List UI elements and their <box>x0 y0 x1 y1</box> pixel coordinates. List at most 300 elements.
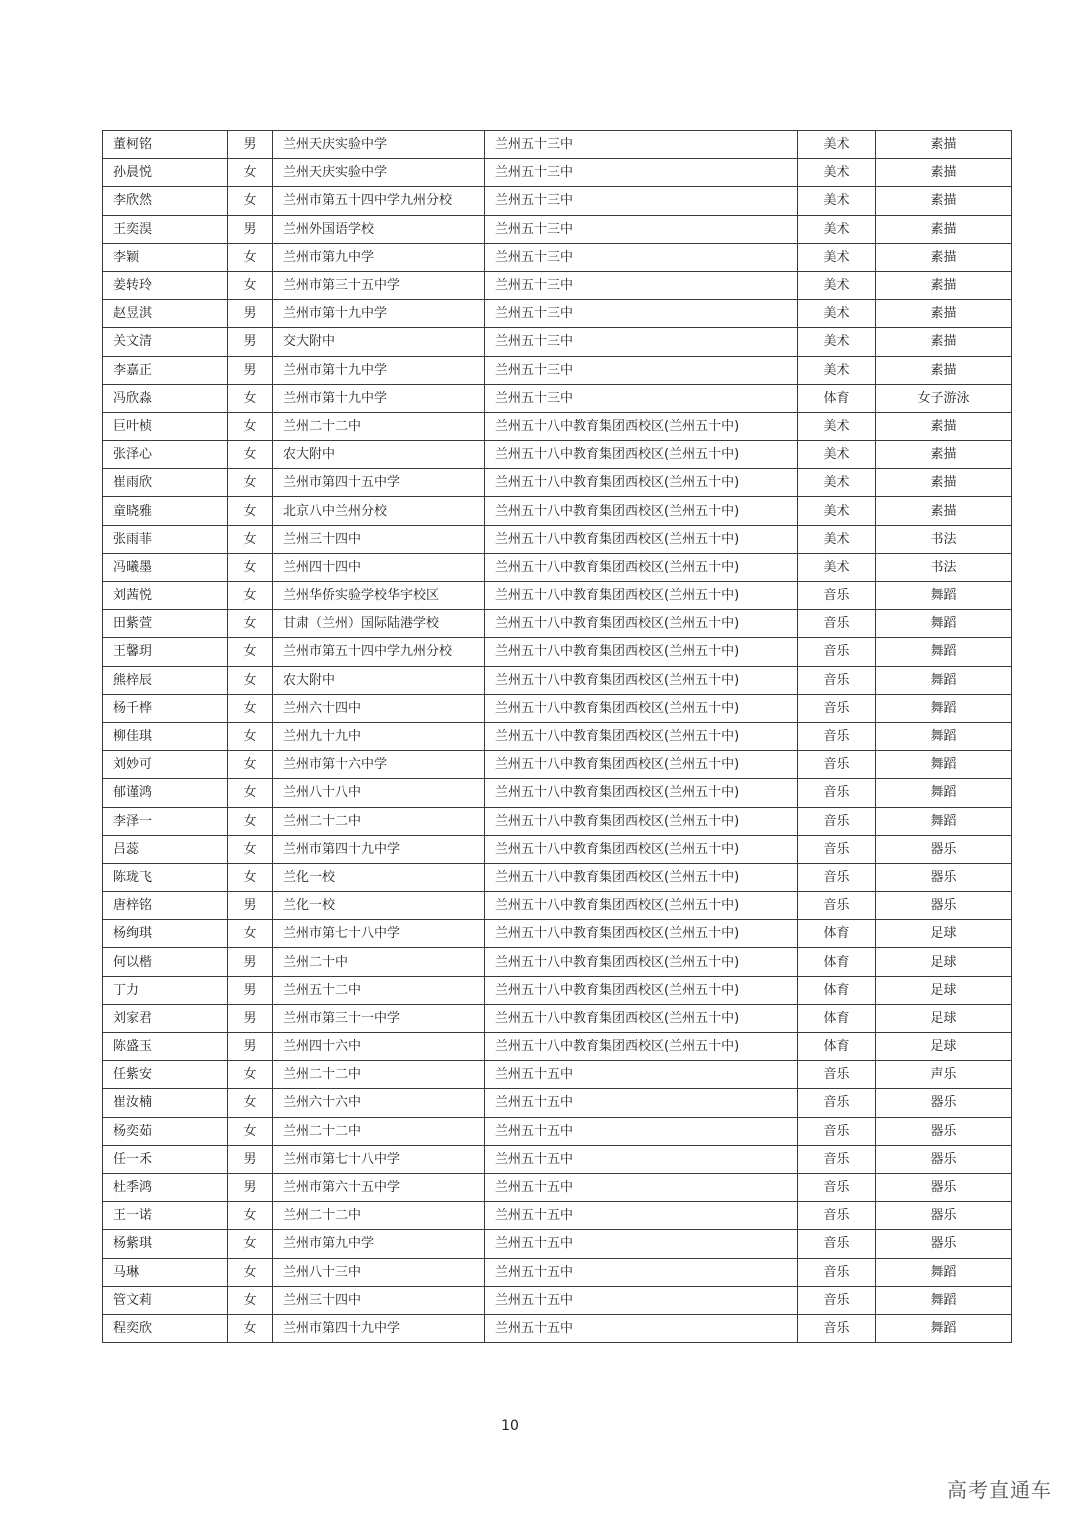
graduating-school-cell: 兰州市第六十五中学 <box>273 1173 485 1201</box>
graduating-school-cell: 兰州五十二中 <box>273 976 485 1004</box>
table-row <box>103 1004 1012 1032</box>
gender-cell: 女 <box>228 920 273 948</box>
subject-cell: 音乐 <box>798 666 876 694</box>
table-row <box>103 328 1012 356</box>
specialty-cell: 器乐 <box>876 1173 1012 1201</box>
table-row <box>103 271 1012 299</box>
graduating-school-cell: 兰州六十六中 <box>273 1089 485 1117</box>
admitting-school-cell: 兰州五十五中 <box>485 1314 798 1342</box>
admitting-school-cell: 兰州五十八中教育集团西校区(兰州五十中) <box>485 751 798 779</box>
admitting-school-cell: 兰州五十八中教育集团西校区(兰州五十中) <box>485 976 798 1004</box>
student-name-cell: 孙晨悦 <box>103 159 228 187</box>
table-row <box>103 694 1012 722</box>
watermark-text: 高考直通车 <box>947 1478 1052 1502</box>
subject-cell: 音乐 <box>798 638 876 666</box>
subject-cell: 音乐 <box>798 1089 876 1117</box>
subject-cell: 美术 <box>798 525 876 553</box>
student-name-cell: 崔雨欣 <box>103 469 228 497</box>
graduating-school-cell: 交大附中 <box>273 328 485 356</box>
subject-cell: 美术 <box>798 356 876 384</box>
gender-cell: 女 <box>228 159 273 187</box>
specialty-cell: 舞蹈 <box>876 722 1012 750</box>
graduating-school-cell: 兰州天庆实验中学 <box>273 159 485 187</box>
graduating-school-cell: 兰州市第七十八中学 <box>273 920 485 948</box>
specialty-cell: 素描 <box>876 469 1012 497</box>
specialty-cell: 素描 <box>876 497 1012 525</box>
specialty-cell: 舞蹈 <box>876 582 1012 610</box>
admitting-school-cell: 兰州五十八中教育集团西校区(兰州五十中) <box>485 863 798 891</box>
table-row <box>103 187 1012 215</box>
graduating-school-cell: 农大附中 <box>273 666 485 694</box>
gender-cell: 女 <box>228 1314 273 1342</box>
table-row <box>103 1089 1012 1117</box>
gender-cell: 女 <box>228 1117 273 1145</box>
gender-cell: 女 <box>228 835 273 863</box>
student-roster-table <box>102 130 1012 1343</box>
student-name-cell: 童晓雅 <box>103 497 228 525</box>
graduating-school-cell: 兰州市第十九中学 <box>273 384 485 412</box>
graduating-school-cell: 兰州市第五十四中学九州分校 <box>273 638 485 666</box>
subject-cell: 音乐 <box>798 863 876 891</box>
table-row <box>103 553 1012 581</box>
admitting-school-cell: 兰州五十五中 <box>485 1061 798 1089</box>
student-name-cell: 陈盛玉 <box>103 1033 228 1061</box>
table-row <box>103 920 1012 948</box>
student-name-cell: 王一诺 <box>103 1202 228 1230</box>
graduating-school-cell: 兰州四十四中 <box>273 553 485 581</box>
graduating-school-cell: 兰州市第四十九中学 <box>273 835 485 863</box>
subject-cell: 音乐 <box>798 694 876 722</box>
specialty-cell: 舞蹈 <box>876 638 1012 666</box>
student-name-cell: 赵昱淇 <box>103 300 228 328</box>
student-name-cell: 何以楷 <box>103 948 228 976</box>
table-row <box>103 1061 1012 1089</box>
gender-cell: 女 <box>228 271 273 299</box>
table-row <box>103 666 1012 694</box>
student-name-cell: 李颖 <box>103 243 228 271</box>
specialty-cell: 器乐 <box>876 892 1012 920</box>
specialty-cell: 素描 <box>876 300 1012 328</box>
graduating-school-cell: 兰州市第三十一中学 <box>273 1004 485 1032</box>
graduating-school-cell: 兰州八十八中 <box>273 779 485 807</box>
table-row <box>103 1286 1012 1314</box>
subject-cell: 美术 <box>798 328 876 356</box>
subject-cell: 美术 <box>798 131 876 159</box>
subject-cell: 音乐 <box>798 892 876 920</box>
student-name-cell: 董柯铭 <box>103 131 228 159</box>
subject-cell: 体育 <box>798 1004 876 1032</box>
page-number: 10 <box>501 1418 519 1434</box>
admitting-school-cell: 兰州五十三中 <box>485 271 798 299</box>
graduating-school-cell: 兰州市第四十九中学 <box>273 1314 485 1342</box>
graduating-school-cell: 农大附中 <box>273 441 485 469</box>
admitting-school-cell: 兰州五十五中 <box>485 1202 798 1230</box>
gender-cell: 女 <box>228 1061 273 1089</box>
student-name-cell: 王馨玥 <box>103 638 228 666</box>
gender-cell: 男 <box>228 131 273 159</box>
specialty-cell: 舞蹈 <box>876 779 1012 807</box>
student-name-cell: 陈珑飞 <box>103 863 228 891</box>
table-row <box>103 892 1012 920</box>
table-row <box>103 779 1012 807</box>
graduating-school-cell: 兰化一校 <box>273 863 485 891</box>
admitting-school-cell: 兰州五十三中 <box>485 215 798 243</box>
table-row <box>103 525 1012 553</box>
graduating-school-cell: 兰州三十四中 <box>273 1286 485 1314</box>
table-row <box>103 356 1012 384</box>
admitting-school-cell: 兰州五十八中教育集团西校区(兰州五十中) <box>485 497 798 525</box>
admitting-school-cell: 兰州五十八中教育集团西校区(兰州五十中) <box>485 412 798 440</box>
student-name-cell: 吕蕊 <box>103 835 228 863</box>
student-name-cell: 田紫萱 <box>103 610 228 638</box>
admitting-school-cell: 兰州五十三中 <box>485 187 798 215</box>
student-name-cell: 杨奕茹 <box>103 1117 228 1145</box>
table-row <box>103 300 1012 328</box>
gender-cell: 女 <box>228 638 273 666</box>
gender-cell: 女 <box>228 807 273 835</box>
specialty-cell: 女子游泳 <box>876 384 1012 412</box>
specialty-cell: 素描 <box>876 328 1012 356</box>
student-name-cell: 任紫安 <box>103 1061 228 1089</box>
gender-cell: 女 <box>228 412 273 440</box>
specialty-cell: 舞蹈 <box>876 751 1012 779</box>
graduating-school-cell: 兰州八十三中 <box>273 1258 485 1286</box>
gender-cell: 女 <box>228 1230 273 1258</box>
gender-cell: 女 <box>228 469 273 497</box>
graduating-school-cell: 兰州市第九中学 <box>273 1230 485 1258</box>
gender-cell: 女 <box>228 666 273 694</box>
subject-cell: 体育 <box>798 948 876 976</box>
specialty-cell: 素描 <box>876 215 1012 243</box>
graduating-school-cell: 兰州市第五十四中学九州分校 <box>273 187 485 215</box>
subject-cell: 音乐 <box>798 1314 876 1342</box>
admitting-school-cell: 兰州五十三中 <box>485 328 798 356</box>
admitting-school-cell: 兰州五十八中教育集团西校区(兰州五十中) <box>485 920 798 948</box>
gender-cell: 女 <box>228 863 273 891</box>
graduating-school-cell: 北京八中兰州分校 <box>273 497 485 525</box>
specialty-cell: 素描 <box>876 271 1012 299</box>
gender-cell: 男 <box>228 215 273 243</box>
table-row <box>103 469 1012 497</box>
student-name-cell: 程奕欣 <box>103 1314 228 1342</box>
specialty-cell: 舞蹈 <box>876 807 1012 835</box>
table-row <box>103 1202 1012 1230</box>
subject-cell: 美术 <box>798 412 876 440</box>
graduating-school-cell: 兰州市第九中学 <box>273 243 485 271</box>
gender-cell: 女 <box>228 722 273 750</box>
specialty-cell: 舞蹈 <box>876 610 1012 638</box>
student-name-cell: 巨叶桢 <box>103 412 228 440</box>
table-row <box>103 412 1012 440</box>
admitting-school-cell: 兰州五十八中教育集团西校区(兰州五十中) <box>485 469 798 497</box>
graduating-school-cell: 兰州三十四中 <box>273 525 485 553</box>
gender-cell: 女 <box>228 582 273 610</box>
specialty-cell: 书法 <box>876 553 1012 581</box>
subject-cell: 音乐 <box>798 1286 876 1314</box>
graduating-school-cell: 兰州二十二中 <box>273 1117 485 1145</box>
subject-cell: 体育 <box>798 1033 876 1061</box>
specialty-cell: 素描 <box>876 187 1012 215</box>
table-row <box>103 1173 1012 1201</box>
gender-cell: 女 <box>228 1089 273 1117</box>
admitting-school-cell: 兰州五十八中教育集团西校区(兰州五十中) <box>485 582 798 610</box>
gender-cell: 女 <box>228 243 273 271</box>
gender-cell: 女 <box>228 497 273 525</box>
table-row <box>103 751 1012 779</box>
student-name-cell: 王奕淏 <box>103 215 228 243</box>
specialty-cell: 足球 <box>876 976 1012 1004</box>
subject-cell: 音乐 <box>798 1202 876 1230</box>
specialty-cell: 器乐 <box>876 1230 1012 1258</box>
admitting-school-cell: 兰州五十五中 <box>485 1173 798 1201</box>
table-row <box>103 497 1012 525</box>
admitting-school-cell: 兰州五十八中教育集团西校区(兰州五十中) <box>485 1033 798 1061</box>
admitting-school-cell: 兰州五十八中教育集团西校区(兰州五十中) <box>485 666 798 694</box>
student-name-cell: 李嘉正 <box>103 356 228 384</box>
table-row <box>103 159 1012 187</box>
subject-cell: 美术 <box>798 300 876 328</box>
student-name-cell: 柳佳琪 <box>103 722 228 750</box>
subject-cell: 美术 <box>798 271 876 299</box>
student-name-cell: 张雨菲 <box>103 525 228 553</box>
specialty-cell: 书法 <box>876 525 1012 553</box>
table-row <box>103 1258 1012 1286</box>
table-row <box>103 863 1012 891</box>
admitting-school-cell: 兰州五十八中教育集团西校区(兰州五十中) <box>485 525 798 553</box>
admitting-school-cell: 兰州五十五中 <box>485 1117 798 1145</box>
specialty-cell: 舞蹈 <box>876 694 1012 722</box>
table-row <box>103 976 1012 1004</box>
gender-cell: 女 <box>228 553 273 581</box>
student-name-cell: 李欣然 <box>103 187 228 215</box>
subject-cell: 音乐 <box>798 582 876 610</box>
graduating-school-cell: 兰州市第三十五中学 <box>273 271 485 299</box>
student-name-cell: 冯曦墨 <box>103 553 228 581</box>
subject-cell: 音乐 <box>798 1173 876 1201</box>
table-row <box>103 131 1012 159</box>
admitting-school-cell: 兰州五十五中 <box>485 1258 798 1286</box>
student-name-cell: 刘家君 <box>103 1004 228 1032</box>
admitting-school-cell: 兰州五十三中 <box>485 356 798 384</box>
table-row <box>103 1145 1012 1173</box>
admitting-school-cell: 兰州五十八中教育集团西校区(兰州五十中) <box>485 610 798 638</box>
gender-cell: 女 <box>228 441 273 469</box>
admitting-school-cell: 兰州五十八中教育集团西校区(兰州五十中) <box>485 722 798 750</box>
gender-cell: 男 <box>228 948 273 976</box>
table-row <box>103 1117 1012 1145</box>
gender-cell: 男 <box>228 976 273 1004</box>
graduating-school-cell: 兰州二十二中 <box>273 807 485 835</box>
admitting-school-cell: 兰州五十五中 <box>485 1286 798 1314</box>
admitting-school-cell: 兰州五十八中教育集团西校区(兰州五十中) <box>485 694 798 722</box>
specialty-cell: 舞蹈 <box>876 666 1012 694</box>
specialty-cell: 声乐 <box>876 1061 1012 1089</box>
subject-cell: 美术 <box>798 497 876 525</box>
admitting-school-cell: 兰州五十八中教育集团西校区(兰州五十中) <box>485 807 798 835</box>
gender-cell: 男 <box>228 1145 273 1173</box>
gender-cell: 女 <box>228 1286 273 1314</box>
student-name-cell: 唐梓铭 <box>103 892 228 920</box>
gender-cell: 女 <box>228 187 273 215</box>
specialty-cell: 舞蹈 <box>876 1258 1012 1286</box>
subject-cell: 音乐 <box>798 807 876 835</box>
subject-cell: 音乐 <box>798 1061 876 1089</box>
subject-cell: 美术 <box>798 469 876 497</box>
student-name-cell: 刘茜悦 <box>103 582 228 610</box>
graduating-school-cell: 兰州外国语学校 <box>273 215 485 243</box>
table-row <box>103 610 1012 638</box>
gender-cell: 男 <box>228 1173 273 1201</box>
subject-cell: 美术 <box>798 243 876 271</box>
admitting-school-cell: 兰州五十八中教育集团西校区(兰州五十中) <box>485 638 798 666</box>
student-name-cell: 姜转玲 <box>103 271 228 299</box>
graduating-school-cell: 兰州市第四十五中学 <box>273 469 485 497</box>
admitting-school-cell: 兰州五十五中 <box>485 1230 798 1258</box>
table-row <box>103 384 1012 412</box>
subject-cell: 音乐 <box>798 779 876 807</box>
graduating-school-cell: 兰州四十六中 <box>273 1033 485 1061</box>
specialty-cell: 器乐 <box>876 835 1012 863</box>
admitting-school-cell: 兰州五十八中教育集团西校区(兰州五十中) <box>485 892 798 920</box>
subject-cell: 音乐 <box>798 1230 876 1258</box>
specialty-cell: 足球 <box>876 948 1012 976</box>
specialty-cell: 舞蹈 <box>876 1314 1012 1342</box>
specialty-cell: 素描 <box>876 131 1012 159</box>
admitting-school-cell: 兰州五十八中教育集团西校区(兰州五十中) <box>485 779 798 807</box>
student-name-cell: 熊梓辰 <box>103 666 228 694</box>
specialty-cell: 器乐 <box>876 1145 1012 1173</box>
table-row <box>103 807 1012 835</box>
graduating-school-cell: 兰州二十二中 <box>273 1061 485 1089</box>
graduating-school-cell: 兰州二十二中 <box>273 1202 485 1230</box>
table-row <box>103 1230 1012 1258</box>
specialty-cell: 素描 <box>876 356 1012 384</box>
table-row <box>103 835 1012 863</box>
gender-cell: 男 <box>228 300 273 328</box>
admitting-school-cell: 兰州五十五中 <box>485 1145 798 1173</box>
student-name-cell: 任一禾 <box>103 1145 228 1173</box>
specialty-cell: 舞蹈 <box>876 1286 1012 1314</box>
gender-cell: 女 <box>228 384 273 412</box>
gender-cell: 男 <box>228 892 273 920</box>
graduating-school-cell: 兰州二十二中 <box>273 412 485 440</box>
student-name-cell: 管文莉 <box>103 1286 228 1314</box>
specialty-cell: 足球 <box>876 920 1012 948</box>
table-row <box>103 722 1012 750</box>
gender-cell: 男 <box>228 1004 273 1032</box>
specialty-cell: 素描 <box>876 159 1012 187</box>
specialty-cell: 足球 <box>876 1004 1012 1032</box>
student-name-cell: 杜季鸿 <box>103 1173 228 1201</box>
gender-cell: 女 <box>228 1202 273 1230</box>
admitting-school-cell: 兰州五十八中教育集团西校区(兰州五十中) <box>485 441 798 469</box>
graduating-school-cell: 兰州天庆实验中学 <box>273 131 485 159</box>
subject-cell: 音乐 <box>798 751 876 779</box>
graduating-school-cell: 兰化一校 <box>273 892 485 920</box>
graduating-school-cell: 甘肃（兰州）国际陆港学校 <box>273 610 485 638</box>
gender-cell: 男 <box>228 356 273 384</box>
student-name-cell: 杨绚琪 <box>103 920 228 948</box>
subject-cell: 音乐 <box>798 1117 876 1145</box>
admitting-school-cell: 兰州五十八中教育集团西校区(兰州五十中) <box>485 948 798 976</box>
subject-cell: 体育 <box>798 920 876 948</box>
graduating-school-cell: 兰州华侨实验学校华宇校区 <box>273 582 485 610</box>
table-row <box>103 215 1012 243</box>
table-row <box>103 243 1012 271</box>
gender-cell: 女 <box>228 751 273 779</box>
student-name-cell: 冯欣淼 <box>103 384 228 412</box>
student-name-cell: 刘妙可 <box>103 751 228 779</box>
subject-cell: 音乐 <box>798 835 876 863</box>
specialty-cell: 器乐 <box>876 1202 1012 1230</box>
specialty-cell: 器乐 <box>876 863 1012 891</box>
subject-cell: 体育 <box>798 976 876 1004</box>
student-name-cell: 李泽一 <box>103 807 228 835</box>
graduating-school-cell: 兰州市第七十八中学 <box>273 1145 485 1173</box>
table-row <box>103 1033 1012 1061</box>
table-row <box>103 1314 1012 1342</box>
graduating-school-cell: 兰州市第十六中学 <box>273 751 485 779</box>
specialty-cell: 素描 <box>876 243 1012 271</box>
subject-cell: 体育 <box>798 384 876 412</box>
graduating-school-cell: 兰州二十中 <box>273 948 485 976</box>
subject-cell: 美术 <box>798 187 876 215</box>
gender-cell: 男 <box>228 328 273 356</box>
table-row <box>103 441 1012 469</box>
roster-body <box>103 131 1012 1343</box>
admitting-school-cell: 兰州五十八中教育集团西校区(兰州五十中) <box>485 553 798 581</box>
subject-cell: 音乐 <box>798 1258 876 1286</box>
table-row <box>103 948 1012 976</box>
specialty-cell: 素描 <box>876 412 1012 440</box>
graduating-school-cell: 兰州市第十九中学 <box>273 300 485 328</box>
student-name-cell: 郁谨鸿 <box>103 779 228 807</box>
specialty-cell: 素描 <box>876 441 1012 469</box>
gender-cell: 女 <box>228 694 273 722</box>
student-name-cell: 杨紫琪 <box>103 1230 228 1258</box>
admitting-school-cell: 兰州五十三中 <box>485 243 798 271</box>
subject-cell: 美术 <box>798 441 876 469</box>
student-name-cell: 崔汝楠 <box>103 1089 228 1117</box>
graduating-school-cell: 兰州六十四中 <box>273 694 485 722</box>
graduating-school-cell: 兰州九十九中 <box>273 722 485 750</box>
graduating-school-cell: 兰州市第十九中学 <box>273 356 485 384</box>
subject-cell: 音乐 <box>798 722 876 750</box>
admitting-school-cell: 兰州五十三中 <box>485 384 798 412</box>
admitting-school-cell: 兰州五十三中 <box>485 159 798 187</box>
specialty-cell: 器乐 <box>876 1117 1012 1145</box>
subject-cell: 美术 <box>798 215 876 243</box>
admitting-school-cell: 兰州五十三中 <box>485 300 798 328</box>
specialty-cell: 足球 <box>876 1033 1012 1061</box>
admitting-school-cell: 兰州五十三中 <box>485 131 798 159</box>
admitting-school-cell: 兰州五十八中教育集团西校区(兰州五十中) <box>485 835 798 863</box>
subject-cell: 音乐 <box>798 1145 876 1173</box>
subject-cell: 美术 <box>798 553 876 581</box>
student-name-cell: 张泽心 <box>103 441 228 469</box>
student-name-cell: 马琳 <box>103 1258 228 1286</box>
specialty-cell: 器乐 <box>876 1089 1012 1117</box>
student-name-cell: 杨千桦 <box>103 694 228 722</box>
gender-cell: 女 <box>228 779 273 807</box>
gender-cell: 女 <box>228 1258 273 1286</box>
admitting-school-cell: 兰州五十八中教育集团西校区(兰州五十中) <box>485 1004 798 1032</box>
admitting-school-cell: 兰州五十五中 <box>485 1089 798 1117</box>
gender-cell: 女 <box>228 610 273 638</box>
gender-cell: 女 <box>228 525 273 553</box>
student-name-cell: 关文清 <box>103 328 228 356</box>
subject-cell: 美术 <box>798 159 876 187</box>
